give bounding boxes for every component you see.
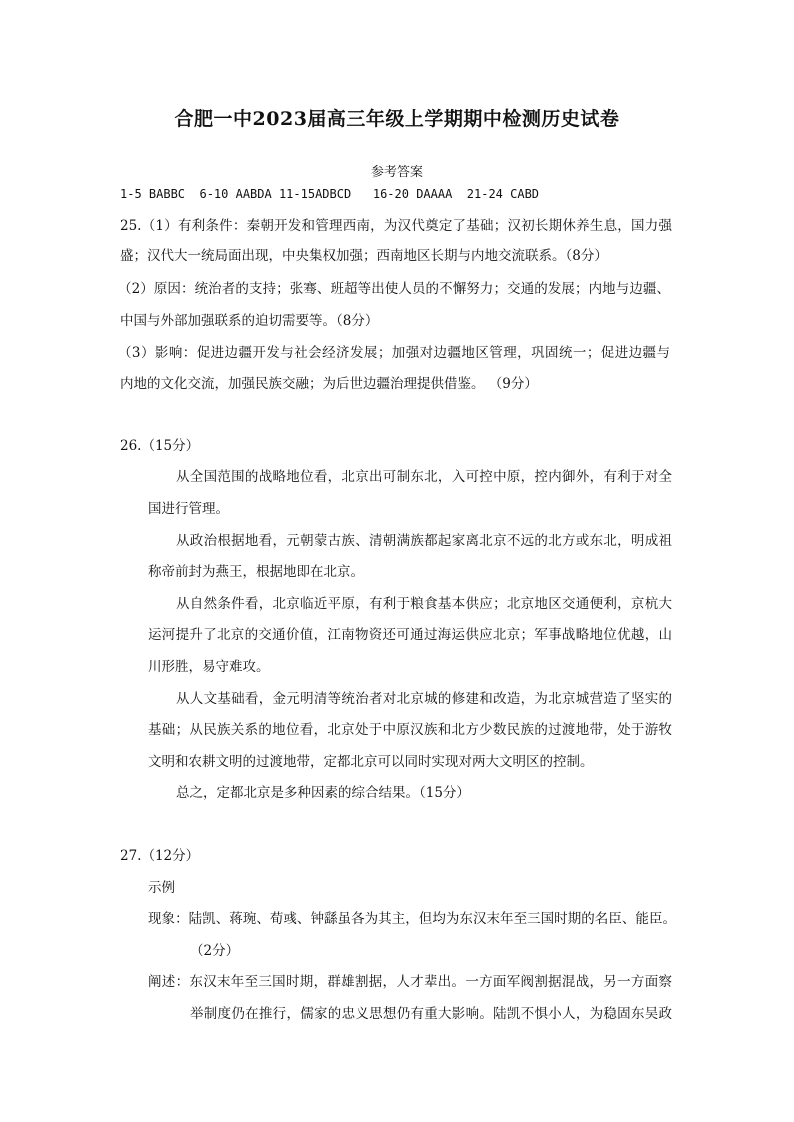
q26-p2-line-2: 称帝前封为燕王，根据地即在北京。 [148, 564, 364, 580]
document-subtitle: 参考答案 [370, 165, 423, 180]
q25-line-3: （2）原因：统治者的支持；张骞、班超等出使人员的不懈努力；交通的发展；内地与边疆、 [118, 281, 670, 297]
q26-p3-line-3: 川形胜，易守难攻。 [148, 659, 270, 675]
q27-phenomenon: 现象：陆凯、蒋琬、荀彧、钟繇虽各为其主，但均为东汉末年至三国时期的名臣、能臣。 [148, 911, 676, 927]
choice-answers: 1-5 BABBC 6-10 AABDA 11-15ADBCD 16-20 DAAAA 21-24 CABD [120, 187, 540, 201]
q26-p2-line-1: 从政治根据地看，元朝蒙古族、清朝满族都起家离北京不远的北方或东北，明成祖 [176, 533, 672, 549]
document-title: 合肥一中2023届高三年级上学期期中检测历史试卷 [174, 108, 620, 130]
q26-heading: 26.（15分） [120, 438, 200, 454]
q26-p3-line-1: 从自然条件看，北京临近平原，有利于粮食基本供应；北京地区交通便利，京杭大 [176, 596, 672, 612]
q25-line-6: 内地的文化交流，加强民族交融；为后世边疆治理提供借鉴。 （9分） [120, 376, 538, 392]
q25-line-5: （3）影响：促进边疆开发与社会经济发展；加强对边疆地区管理，巩固统一；促进边疆与 [118, 345, 670, 361]
q27-elaboration-line-1: 阐述：东汉末年至三国时期，群雄割据，人才辈出。一方面军阀割据混战，另一方面察 [148, 974, 672, 990]
q25-line-4: 中国与外部加强联系的迫切需要等。（8分） [120, 313, 379, 329]
q26-p1-line-1: 从全国范围的战略地位看，北京出可制东北，入可控中原，控内御外，有利于对全 [176, 469, 672, 485]
q26-p3-line-2: 运河提升了北京的交通价值，江南物资还可通过海运供应北京；军事战略地位优越，山 [148, 627, 672, 643]
q26-p4-line-3: 文明和农耕文明的过渡地带，定都北京可以同时实现对两大文明区的控制。 [148, 754, 594, 770]
q25-line-2: 盛；汉代大一统局面出现，中央集权加强；西南地区长期与内地交流联系。（8分） [120, 248, 608, 264]
q26-p5-line-1: 总之，定都北京是多种因素的综合结果。（15分） [176, 785, 470, 801]
q25-line-1: 25.（1）有利条件：秦朝开发和管理西南，为汉代奠定了基础；汉初长期休养生息，国力强 [120, 218, 672, 234]
q27-elaboration-line-2: 举制度仍在推行，儒家的忠义思想仍有重大影响。陆凯不惧小人，为稳固东吴政 [190, 1006, 672, 1022]
q26-p1-line-2: 国进行管理。 [148, 501, 229, 517]
q27-example-label: 示例 [148, 880, 175, 896]
q26-p4-line-2: 基础；从民族关系的地位看，北京处于中原汉族和北方少数民族的过渡地带，处于游牧 [148, 722, 672, 738]
q27-heading: 27.（12分） [120, 848, 200, 864]
q27-phenomenon-score: （2分） [190, 943, 240, 959]
q26-p4-line-1: 从人文基础看，金元明清等统治者对北京城的修建和改造，为北京城营造了坚实的 [176, 691, 672, 707]
